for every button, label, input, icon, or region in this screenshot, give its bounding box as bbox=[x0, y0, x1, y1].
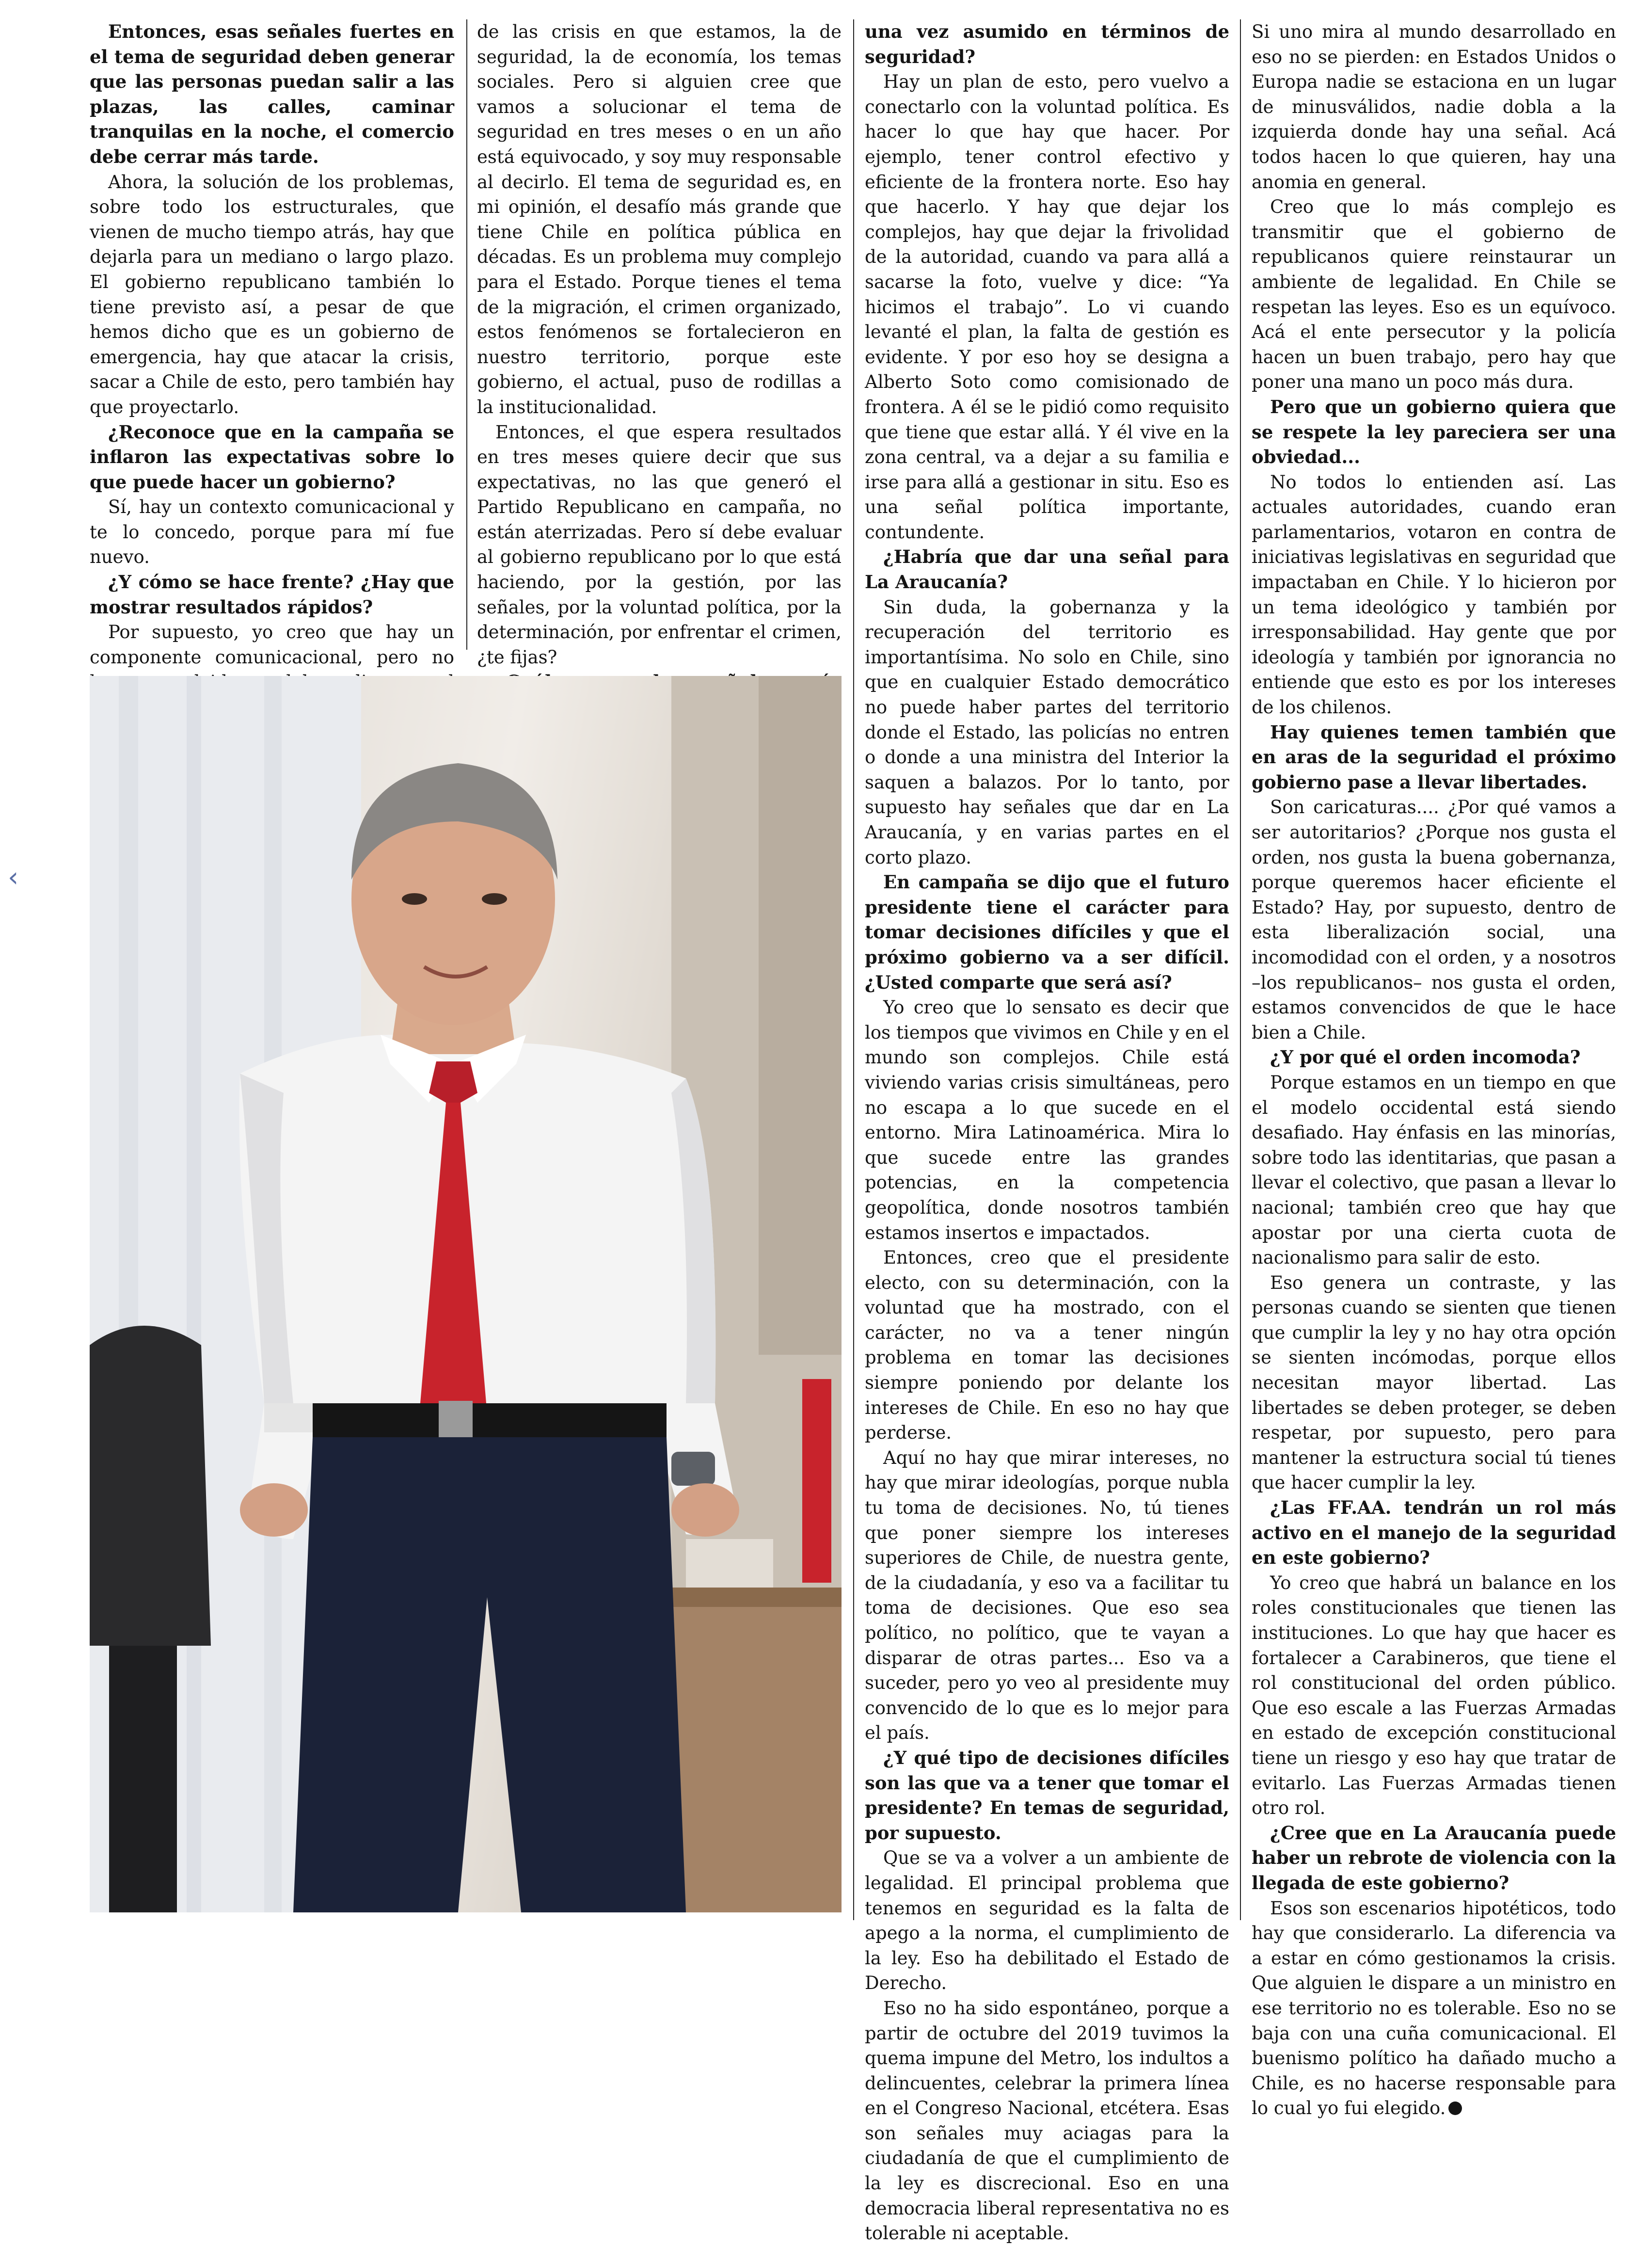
interview-question: ¿Cree que en La Araucanía puede haber un rebrote de violencia con la llegada de este gobierno? bbox=[1252, 1822, 1616, 1893]
flag bbox=[802, 1379, 831, 1583]
article-column-1 bbox=[90, 19, 454, 668]
answer-paragraph: Aquí no hay que mirar intereses, no hay que mirar ideologías, porque nubla tu toma de decisiones. No, tú tienes que poner siempre los intereses superiores de Chile, de nuestra gente, de la ciudadanía, y eso va a facilitar tu toma de decisiones. Que eso sea político, no político, que te vayan a disparar de otras partes... Eso va a suceder, pero yo veo al presidente muy convencido de lo que es lo mejor para el país. bbox=[865, 1447, 1229, 1744]
column-divider bbox=[466, 19, 467, 650]
answer-paragraph: Porque estamos en un tiempo en que el modelo occidental está siendo desafiado. Hay énfasis en las minorías, sobre todo las identitarias, que pasan a llevar el colectivo, que pasan a llevar lo nacional; también creo que hay que apostar por una cierta cuota de nacionalismo para salir de esto. bbox=[1252, 1072, 1616, 1268]
interview-question: Pero que un gobierno quiera que se respete la ley pareciera ser una obviedad... bbox=[1252, 396, 1616, 468]
column-divider bbox=[853, 19, 854, 1920]
article-column-3 bbox=[865, 19, 1229, 2244]
answer-paragraph: Entonces, el que espera resultados en tres meses quiere decir que sus expectativas, no las que generó el Partido Republicano en campaña, no están aterrizadas. Pero sí debe evaluar al gobierno republicano por lo que está haciendo, por la gestión, por las señales, por la voluntad política, por la determinación, por enfrentar el crimen, ¿te fijas? bbox=[477, 421, 842, 668]
answer-paragraph: Si uno mira al mundo desarrollado en eso no se pierden: en Estados Unidos o Europa nadie se estaciona en un lugar de minusválidos, nadie dobla a la izquierda donde hay una señal. Acá todos hacen lo que quieren, hay una anomia en general. bbox=[1252, 21, 1616, 193]
interview-question: En campaña se dijo que el futuro presidente tiene el carácter para tomar decisiones difíciles y que el próximo gobierno va a ser difícil. ¿Usted comparte que será así? bbox=[865, 871, 1229, 993]
navy-trousers bbox=[293, 1437, 686, 1912]
column-divider bbox=[1240, 19, 1241, 1920]
answer-paragraph: Que se va a volver a un ambiente de legalidad. El principal problema que tenemos en seguridad es la falta de apego a la norma, el cumplimiento de la ley. Eso ha debilitado el Estado de Derecho. bbox=[865, 1847, 1229, 1994]
answer-paragraph: No todos lo entienden así. Las actuales autoridades, cuando eran parlamentarios, votaron en contra de iniciativas legislativas en seguridad que impactaban en Chile. Y lo hicieron por un tema ideológico y también por irresponsabilidad. Hay gente que por ideología y también por ignorancia no entiende que esto es por los intereses de los chilenos. bbox=[1252, 471, 1616, 718]
answer-paragraph: de las crisis en que estamos, la de seguridad, la de economía, los temas sociales. Pero si alguien cree que vamos a solucionar el tema de seguridad en tres meses o en un año está equivocado, y soy muy responsable al decirlo. El tema de seguridad es, en mi opinión, el desafío más grande que tiene Chile en política pública en décadas. Es un problema muy complejo para el Estado. Porque tienes el tema de la migración, el crimen organizado, estos fenómenos se fortalecieron en nuestro territorio, porque este gobierno, el actual, puso de rodillas a la institucionalidad. bbox=[477, 21, 842, 417]
answer-paragraph: Eso no ha sido espontáneo, porque a partir de octubre del 2019 tuvimos la quema impune del Metro, los indultos a delincuentes, celebrar la primera línea en el Congreso Nacional, etcétera. Esas son señales muy aciagas para la ciudadanía de que el cumplimiento de la ley es discrecional. Eso en una democracia liberal representativa no es tolerable ni aceptable. bbox=[865, 1997, 1229, 2244]
right-hand bbox=[671, 1483, 739, 1537]
answer-paragraph: Ahora, la solución de los problemas, sobre todo los estructurales, que vienen de mucho tiempo atrás, hay que dejarla para un mediano o largo plazo. El gobierno republicano también lo tiene previsto así, a pesar de que hemos dicho que es un gobierno de emergencia, hay que atacar la crisis, sacar a Chile de esto, pero también hay que proyectarlo. bbox=[90, 171, 454, 417]
answer-paragraph: Yo creo que habrá un balance en los roles constitucionales que tienen las instituciones. Lo que hay que hacer es fortalecer a Carabineros, que tiene el rol constitucional del orden público. Que eso escale a las Fuerzas Armadas en estado de excepción constitucional tiene un riesgo y eso hay que tratar de evitarlo. Las Fuerzas Armadas tienen otro rol. bbox=[1252, 1572, 1616, 1819]
answer-paragraph: Por supuesto, yo creo que hay un componente comunicacional, pero no bbox=[90, 622, 454, 668]
left-hand bbox=[240, 1483, 308, 1537]
previous-page-arrow-icon[interactable]: ‹ bbox=[8, 862, 19, 893]
article-column-4 bbox=[1252, 19, 1616, 2119]
interview-question: ¿Y cómo se hace frente? ¿Hay que mostrar resultados rápidos? bbox=[90, 571, 454, 618]
interview-question: ¿Y qué tipo de decisiones difíciles son las que va a tener que tomar el presidente? En temas de seguridad, por supuesto. bbox=[865, 1747, 1229, 1844]
portrait-illustration bbox=[90, 676, 842, 1912]
interview-question: ¿Habría que dar una señal para La Araucanía? bbox=[865, 546, 1229, 593]
wrist-watch bbox=[671, 1452, 715, 1486]
interview-question: ¿Reconoce que en la campaña se inflaron las expectativas sobre lo que puede hacer un gobierno? bbox=[90, 421, 454, 493]
article-end-mark-icon bbox=[1448, 2102, 1462, 2115]
answer-paragraph: Esos son escenarios hipotéticos, todo hay que considerarlo. La diferencia va a estar en cómo gestionamos la crisis. Que alguien le dispare a un ministro en ese territorio no es tolerable. Eso no se baja con una cuña comunicacional. El buenismo político ha dañado mucho a Chile, es no hacerse responsable para lo cual yo fui elegido. bbox=[1252, 1897, 1616, 2119]
belt bbox=[313, 1403, 667, 1437]
answer-paragraph: Eso genera un contraste, y las personas cuando se sienten que tienen que cumplir la ley y no hay otra opción se sienten incómodas, porque ellos necesitan mayor libertad. Las libertades se deben proteger, se deben respetar, por supuesto, pero para mantener la estructura social tú tienes que hacer cumplir la ley. bbox=[1252, 1272, 1616, 1493]
interview-question: ¿Y por qué el orden incomoda? bbox=[1270, 1046, 1581, 1068]
answer-paragraph: Creo que lo más complejo es transmitir que el gobierno de republicanos quiere reinstaurar un ambiente de legalidad. En Chile se respetan las leyes. Eso es un equívoco. Acá el ente persecutor y la policía hacen un buen trabajo, pero hay que poner una mano un poco más dura. bbox=[1252, 196, 1616, 393]
interview-question: Entonces, esas señales fuertes en el tema de seguridad deben generar que las personas puedan salir a las plazas, las calles, caminar tranquilas en la noche, el comercio debe cerrar más tarde. bbox=[90, 21, 454, 167]
interview-question: Hay quienes temen también que en aras de la seguridad el próximo gobierno pase a llevar libertades. bbox=[1252, 721, 1616, 793]
answer-paragraph: Son caricaturas.... ¿Por qué vamos a ser autoritarios? ¿Porque nos gusta el orden, nos gusta la buena gobernanza, porque queremos hacer eficiente el Estado? Hay, por supuesto, dentro de esta liberalización social, una incomodidad con el orden, y a nosotros –los republicanos– nos gusta el orden, estamos convencidos de que le hace bien a Chile. bbox=[1252, 797, 1616, 1043]
answer-paragraph: Hay un plan de esto, pero vuelvo a conectarlo con la voluntad política. Es hacer lo que hay que hacer. Por ejemplo, tener control efectivo y eficiente de la frontera norte. Eso hay que hacerlo. Y hay que dejar los complejos, hay que dejar la frivolidad de la autoridad, cuando va para allá a sacarse la foto, vuelve y dice: “Ya hicimos el trabajo”. Lo vi cuando levanté el plan, la falta de gestión es evidente. Y por eso hoy se designa a Alberto Soto como comisionado de frontera. A él se le pidió como requisito que tiene que estar allá. Y él vive en la zona central, va a dejar a su familia e irse para allá a gestionar in situ. Eso es una señal política importante, contundente. bbox=[865, 71, 1229, 543]
interview-question: ¿Las FF.AA. tendrán un rol más activo en el manejo de la seguridad en este gobierno? bbox=[1252, 1497, 1616, 1569]
red-tie-knot bbox=[429, 1061, 477, 1103]
desk bbox=[662, 1588, 842, 1607]
answer-paragraph: Sí, hay un contexto comunicacional y te lo concedo, porque para mí fue nuevo. bbox=[90, 497, 454, 568]
answer-paragraph: Sin duda, la gobernanza y la recuperación del territorio es importantísima. No solo en Chile, sino que en cualquier Estado democrático no puede haber partes del territorio donde el Estado, las policías no entren o donde a una ministra del Interior la saquen a balazos. Por lo tanto, por supuesto hay señales que dar en La Araucanía, y en varias partes en el corto plazo. bbox=[865, 596, 1229, 868]
portrait-photo bbox=[90, 676, 842, 1912]
article-column-2 bbox=[477, 19, 842, 668]
answer-paragraph: Entonces, creo que el presidente electo, con su determinación, con la voluntad que ha mostrado, con el carácter, no va a tener ningún problema en tomar las decisiones siempre poniendo por delante los intereses de Chile. En eso no hay que perderse. bbox=[865, 1247, 1229, 1444]
answer-paragraph: Yo creo que lo sensato es decir que los tiempos que vivimos en Chile y en el mundo son complejos. Chile está viviendo varias crisis simultáneas, pero no escapa a lo que sucede en el entorno. Mira Latinoamérica. Mira lo que sucede entre las grandes potencias, en la competencia geopolítica, donde nosotros también estamos insertos e impactados. bbox=[865, 997, 1229, 1243]
office-chair bbox=[90, 1326, 211, 1646]
interview-question: una vez asumido en términos de seguridad? bbox=[865, 21, 1229, 67]
